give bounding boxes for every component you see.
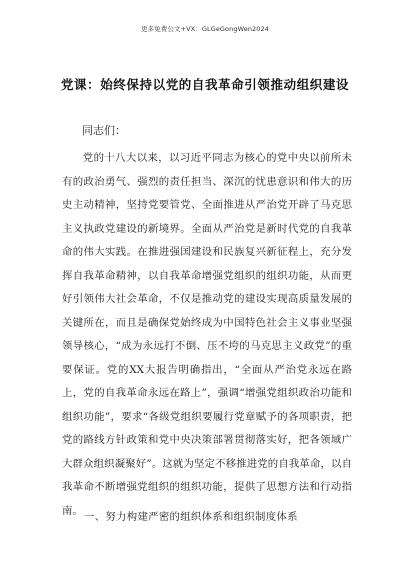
section-heading: 一、努力构建严密的组织体系和组织制度体系: [84, 511, 298, 523]
header-note: 更多免费公文+VX：GLGeGongWen2024: [140, 25, 269, 33]
document-title: 党课：始终保持以党的自我革命引领推动组织建设: [60, 77, 350, 92]
body-paragraph: 党的十八大以来，以习近平同志为核心的党中央以前所未有的政治勇气、强烈的责任担当、深沉的忧患意识和伟大的历史主动精神，坚持党要管党、全面推进从严治党开辟了马克思主义执政党建设的新境界。全面从严治党是新时代党的自我革命的伟大实践。在推进强国建设和民族复兴新征程上，充分发挥自我革命精神，以自我革命增强党组织的组织功能，从而更好引领伟大社会革命，不仅是推动党的建设实现高质量发展的关键所在，而且是确保党始终成为中国特色社会主义事业坚强领导核心，“成为永远打不倒、压不垮的马克思主义政党”的重要保证。党的XX大报告明确指出，“全面从严治党永远在路上，党的自我革命永远在路上”，强调“增强党组织政治功能和组织功能”，要求“各级党组织要履行党章赋予的各项职责，把党的路线方针政策和党中央决策部署贯彻落实好，把各领域广大群众组织凝聚好”。这就为坚定不移推进党的自我革命，以自我革命不断增强党组织的组织功能，提供了思想方法和行动指南。: [62, 152, 352, 517]
salutation: 同志们：: [82, 124, 126, 137]
